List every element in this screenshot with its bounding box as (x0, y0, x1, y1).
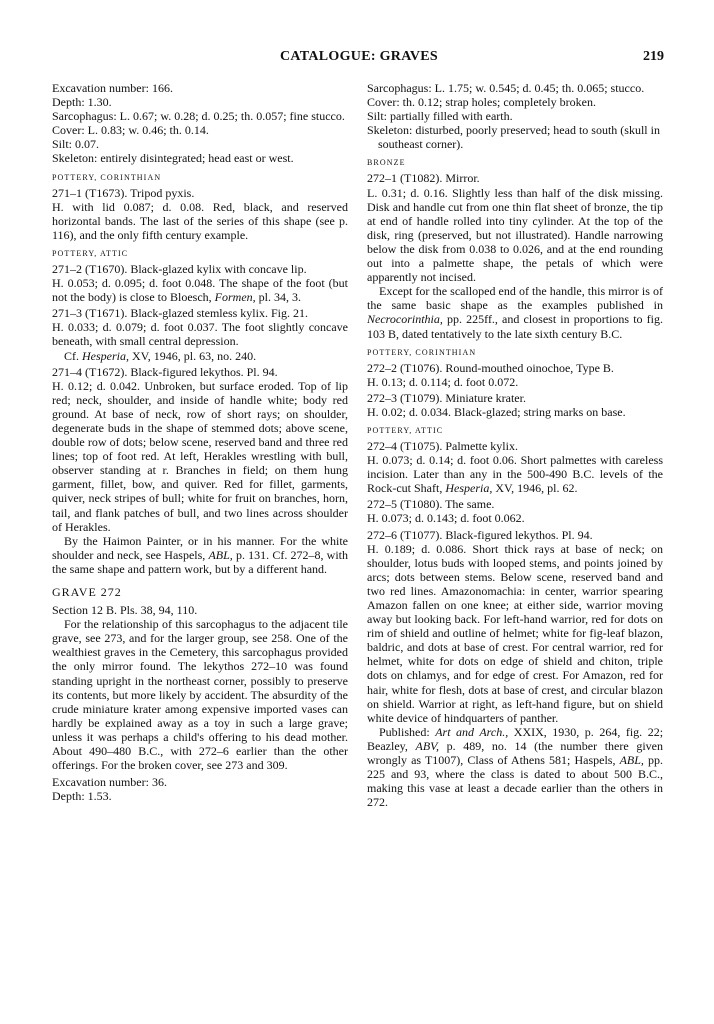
grave-description: For the relationship of this sarcophagus to the adjacent tile grave, see 273, and for the larger group, see 258. One of the wealthiest graves in the Cemetery, this sarcophagus provided the only mirror found. The lekythos 272–10 was found standing upright in the northeast corner, possibly to preserve its contents, but more likely by accident. The absurdity of the crude miniature krater among expensive imported vases can hardly be explained away as a toy in such a large grave; unless it was perhaps a child's offering to his dead mother. About 490–480 B.C., with 272–6 earlier than the other offerings. For the broken cover, see 273 and 309. (52, 617, 348, 773)
cover-272: Cover: th. 0.12; strap holes; completely broken. (367, 95, 596, 110)
entry-title-272-1: 272–1 (T1082). Mirror. (367, 171, 480, 186)
grave-section: Section 12 B. Pls. 38, 94, 110. (52, 603, 198, 618)
sarcophagus-dimensions: Sarcophagus: L. 0.67; w. 0.28; d. 0.25; th. 0.057; fine stucco. (52, 109, 345, 124)
grave-excavation-number: Excavation number: 36. (52, 775, 167, 790)
skeleton-272: Skeleton: disturbed, poorly preserved; head to south (skull in southeast corner). (367, 123, 660, 152)
entry-title-272-2: 272–2 (T1076). Round-mouthed oinochoe, Type B. (367, 360, 614, 375)
entry-title-272-3: 272–3 (T1079). Miniature krater. (367, 390, 526, 405)
sarcophagus-272: Sarcophagus: L. 1.75; w. 0.545; d. 0.45; th. 0.065; stucco. (367, 81, 645, 95)
entry-title-271-4: 271–4 (T1672). Black-figured lekythos. Pl. 94. (52, 364, 278, 379)
silt: Silt: 0.07. (52, 137, 100, 152)
entry-body-272-6: H. 0.189; d. 0.086. Short thick rays at base of neck; on shoulder, lotus buds with looped stems, and points joined by arcs; dots between stems. Below scene, reserved band and two red lines. Amazonomachia: in center, warrior spearing Amazon fallen on one knee; at either side, warrior moving away but looking back. For left-hand warrior, red for dots on rim of shield and outline of helmet; white for fig-leaf blazon, baldric, and dots at base of crest. For central warrior, red for helmet, white for dots on edge of shield and chiton, triple dots on chlamys, and for edge of crest. For Amazon, red for hair, white for flesh, dots at base of crest, and circular blazon on shield. Warrior at right, as left-hand figure, but on shield white device of hindquarters of panther. (367, 541, 663, 725)
section-heading-bronze: BRONZE (367, 158, 406, 168)
entry-body-272-3: H. 0.02; d. 0.034. Black-glazed; string marks on base. (367, 404, 626, 419)
entry-title-272-4: 272–4 (T1075). Palmette kylix. (367, 438, 518, 453)
entry-title-272-5: 272–5 (T1080). The same. (367, 497, 495, 512)
skeleton: Skeleton: entirely disintegrated; head east or west. (52, 151, 294, 166)
entry-note-272-1: Except for the scalloped end of the handle, this mirror is of the same basic shape as the examples published in Necrocorinthia, pp. 225ff., and closest in proportions to fig. 103 B, dated tentatively to the late sixth century B.C. (367, 284, 664, 341)
section-heading-attic: POTTERY, ATTIC (52, 248, 129, 258)
section-heading-attic-2: POTTERY, ATTIC (367, 425, 444, 435)
entry-body-272-2: H. 0.13; d. 0.114; d. foot 0.072. (367, 374, 519, 389)
right-column (367, 81, 663, 809)
entry-body-272-4: H. 0.073; d. 0.14; d. foot 0.06. Short palmettes with careless incision. Later than any in the 500-490 B.C. levels of the Rock-cut Shaft, Hesperia, XV, 1946, pl. 62. (367, 453, 663, 496)
entry-title-272-6: 272–6 (T1077). Black-figured lekythos. Pl. 94. (367, 527, 593, 542)
running-title: CATALOGUE: GRAVES (280, 49, 438, 64)
entry-body-271-1: H. with lid 0.087; d. 0.08. Red, black, and reserved horizontal bands. The last of the series of this shape (see p. 116), and the only fifth century example. (52, 199, 348, 242)
entry-title-271-1: 271–1 (T1673). Tripod pyxis. (52, 185, 195, 200)
left-column (52, 81, 348, 803)
cover-dimensions: Cover: L. 0.83; w. 0.46; th. 0.14. (52, 123, 209, 138)
entry-body-272-1: L. 0.31; d. 0.16. Slightly less than half of the disk missing. Disk and handle cut from one thin flat sheet of bronze, the tip at end of handle rolled into tiny cylinder. At the top of the disk, ring (preserved, but not illustrated). Handle narrowing below the disk from 0.038 to 0.026, and at the end rounding out into a palmette shape, the petals of which were apparently not incised. (367, 185, 663, 285)
entry-body-272-5: H. 0.073; d. 0.143; d. foot 0.062. (367, 511, 525, 526)
entry-body-271-3: H. 0.033; d. 0.079; d. foot 0.037. The foot slightly concave beneath, with small central depression. (52, 320, 348, 349)
section-heading-corinthian-2: POTTERY, CORINTHIAN (367, 347, 477, 357)
depth: Depth: 1.30. (52, 95, 112, 110)
page-header (52, 50, 664, 68)
entry-title-271-2: 271–2 (T1670). Black-glazed kylix with concave lip. (52, 261, 307, 276)
grave-depth: Depth: 1.53. (52, 789, 112, 804)
excavation-number: Excavation number: 166. (52, 81, 173, 95)
silt-272: Silt: partially filled with earth. (367, 109, 513, 124)
entry-body-271-2: H. 0.053; d. 0.095; d. foot 0.048. The shape of the foot (but not the body) is close to Bloesch, Formen, pl. 34, 3. (52, 276, 348, 305)
grave-heading: GRAVE 272 (52, 585, 122, 599)
section-heading-corinthian: POTTERY, CORINTHIAN (52, 172, 162, 182)
publication-note: Published: Art and Arch., XXIX, 1930, p. 264, fig. 22; Beazley, ABV, p. 489, no. 14 (the number there given wrongly as T1007), Class of Athens 581; Haspels, ABL, pp. 225 and 93, where the class is dated to about 500 B.C., making this vase at least a decade earlier than the others in 272. (367, 724, 664, 810)
page-number: 219 (643, 49, 664, 64)
entry-body-271-4: H. 0.12; d. 0.042. Unbroken, but surface eroded. Top of lip red; neck, shoulder, and inside of handle white; body red ground. At base of neck, row of short rays; on shoulder, degenerate buds in the shape of stemmed dots; above scene, double row of dots; below scene, reserved band and three red lines; top of foot red. At left, Herakles wrestling with bull, observer standing at r. Branches in field; on them hung garment, fillet, bow, and quiver. Red for fillet, garments, quiver, neck stripes of bull; white for fruit on branches, horn, tail, and flank patches of bull, and two lines across shoulder of Herakles. (52, 378, 348, 534)
entry-note-271-4: By the Haimon Painter, or in his manner. For the white shoulder and neck, see Haspels, ABL, p. 131. Cf. 272–8, with the same shape and pattern work, but by a different hand. (52, 533, 348, 576)
entry-title-271-3: 271–3 (T1671). Black-glazed stemless kylix. Fig. 21. (52, 306, 308, 321)
entry-cf-271-3: Cf. Hesperia, XV, 1946, pl. 63, no. 240. (64, 348, 257, 363)
